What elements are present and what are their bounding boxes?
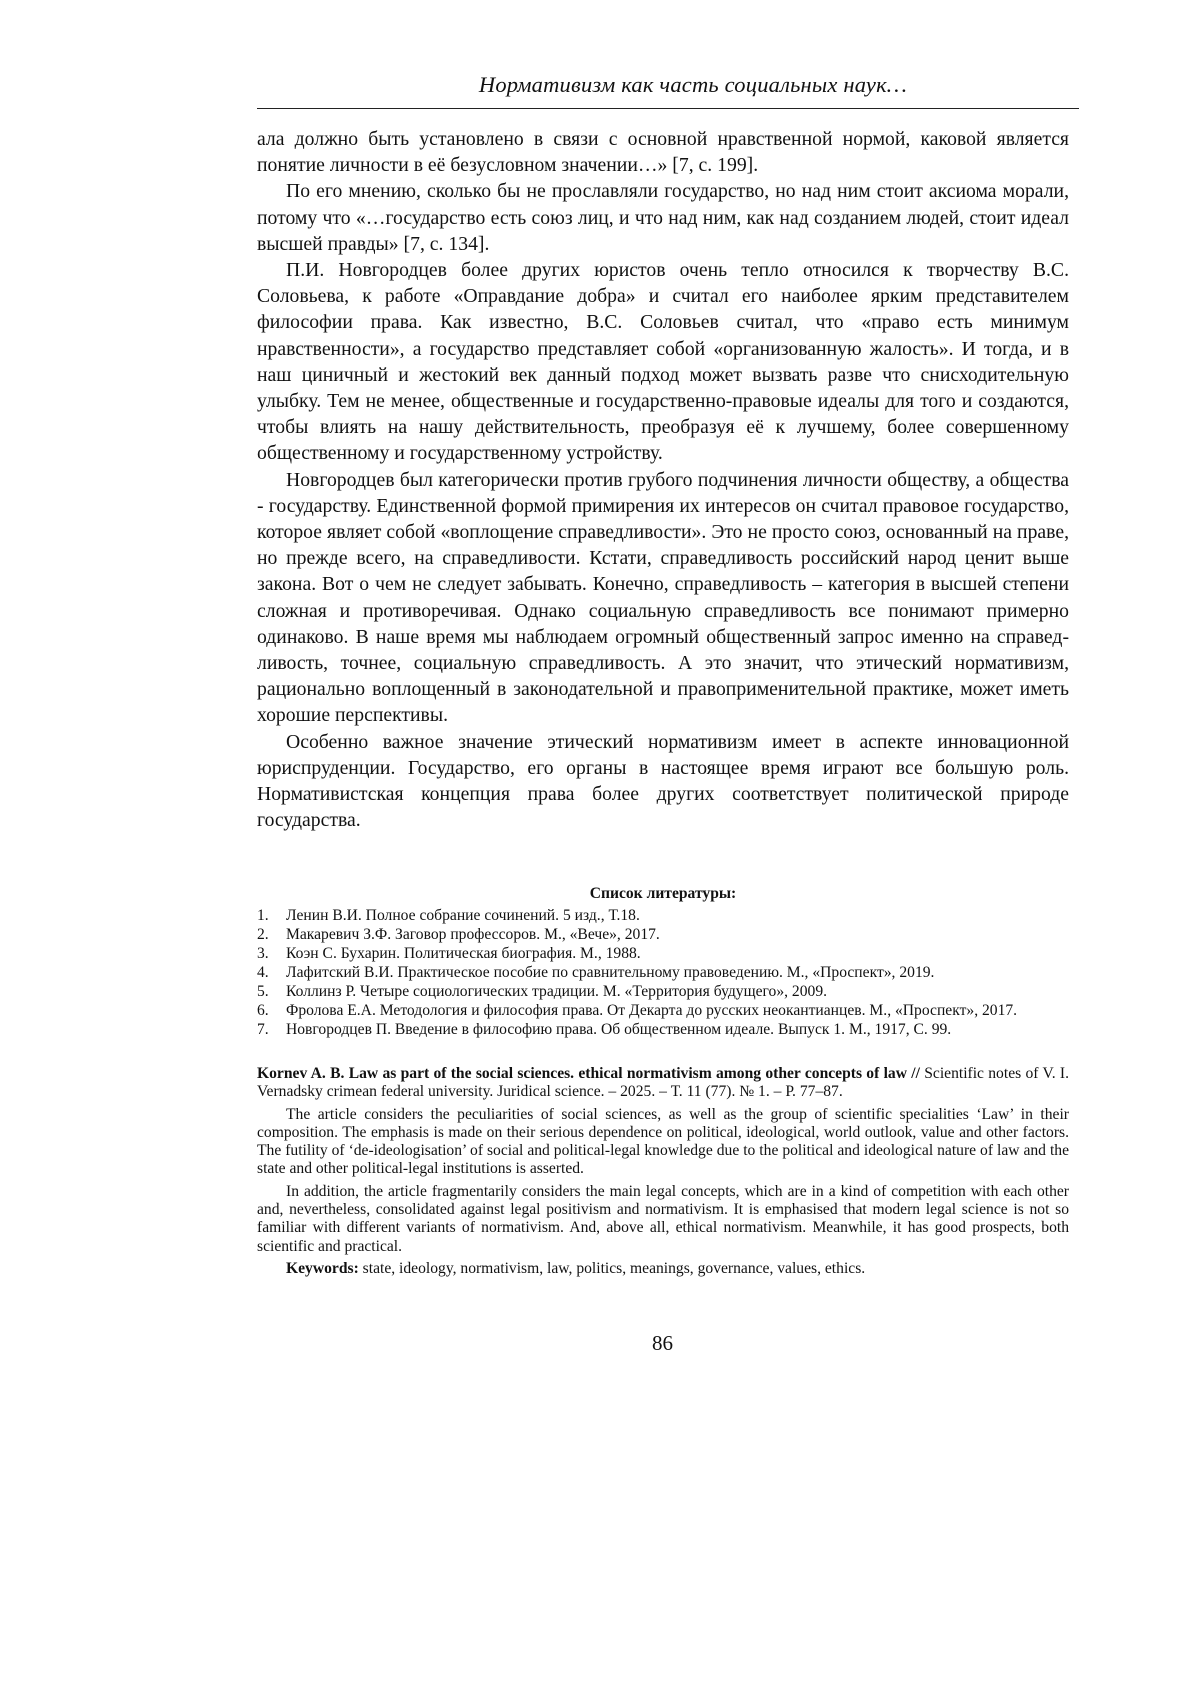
bibliography-item xyxy=(257,963,1069,982)
body-paragraph: ала должно быть установлено в связи с основной нравственной нормой, каковой является понятие личности в её безусловном значении…» [7, с. 199]. xyxy=(257,128,1069,177)
keywords-label: Keywords: xyxy=(286,1259,359,1277)
bibliography-item-text: Коллинз Р. Четыре социологических традиции. М. «Территория будущего», 2009. xyxy=(286,983,828,1000)
abstract-reference-title: Kornev A. B. Law as part of the social sciences. ethical normativism among other concepts of law // xyxy=(257,1065,920,1082)
bibliography-item-text: Макаревич З.Ф. Заговор профессоров. М., «Вече», 2017. xyxy=(286,926,660,943)
bibliography-item-text: Лафитский В.И. Практическое пособие по сравнительному правоведению. М., «Проспект», 2019. xyxy=(286,964,935,981)
bibliography-item-text: Новгородцев П. Введение в философию права. Об общественном идеале. Выпуск 1. М., 1917, С. 99. xyxy=(286,1021,952,1038)
body-paragraph: Особенно важное значение этический нормативизм имеет в аспекте инновационной юриспруденции. Государство, его органы в настоящее время играют все большую роль. Нормативистская концепция права более других соответствует политической природе государства. xyxy=(257,730,1069,832)
body-paragraph: П.И. Новгородцев более других юристов очень тепло относился к творчеству В.С. Соловьева, к работе «Оправдание добра» и считал его наиболее ярким представителем философии права. Как известно, В.С. Соловьев считал, что «право есть минимум нравственности», а государство представляет собой «организованную жалость». И тогда, и в наш циничный и жестокий век данный подход может вызвать разве что снисходительную улыбку. Тем не менее, общественные и государственно-правовые идеалы для того и создаются, чтобы влиять на нашу действительность, преобразуя её к лучшему, более совершенному общественному и государственному устройству. xyxy=(257,259,1069,465)
bibliography-item-text: Коэн С. Бухарин. Политическая биография. М., 1988. xyxy=(286,945,641,962)
bibliography-item-number: 3. xyxy=(257,945,269,962)
abstract-keywords xyxy=(257,1260,1069,1278)
running-header-title: Нормативизм как часть социальных наук… xyxy=(478,72,907,97)
bibliography-item-number: 5. xyxy=(257,983,269,1000)
english-abstract xyxy=(257,1065,1069,1278)
bibliography-item xyxy=(257,1001,1069,1020)
abstract-reference-source: Scientific notes of V. I. Vernadsky crimean federal university. Juridical science. – 2025. – Т. 11 (77). № 1. – Р. 77–87. xyxy=(257,1065,1069,1101)
abstract-reference xyxy=(257,1065,1069,1102)
body-paragraph: По его мнению, сколько бы не прославляли государство, но над ним стоит аксиома морали, потому что «…государство есть союз лиц, и что над ним, как над созданием людей, стоит идеал высшей правды» [7, с. 134]. xyxy=(257,180,1069,255)
bibliography-item xyxy=(257,982,1069,1001)
bibliography xyxy=(257,884,1069,1039)
bibliography-list xyxy=(257,906,1069,1039)
bibliography-item xyxy=(257,906,1069,925)
article-body xyxy=(257,126,1069,833)
page-number: 86 xyxy=(652,1331,673,1355)
bibliography-item-number: 1. xyxy=(257,907,269,924)
bibliography-title: Список литературы: xyxy=(589,885,737,902)
bibliography-item-text: Ленин В.И. Полное собрание сочинений. 5 изд., Т.18. xyxy=(286,907,640,924)
bibliography-item-number: 6. xyxy=(257,1002,269,1019)
bibliography-item-number: 7. xyxy=(257,1021,269,1038)
bibliography-item-number: 2. xyxy=(257,926,269,943)
bibliography-item xyxy=(257,1020,1069,1039)
bibliography-item-text: Фролова Е.А. Методология и философия права. От Декарта до русских неокантианцев. М., «Проспект», 2017. xyxy=(286,1002,1018,1019)
bibliography-item-number: 4. xyxy=(257,964,269,981)
abstract-paragraph: The article considers the peculiarities of social sciences, as well as the group of scientific specialities ‘Law’ in their composition. The emphasis is made on their serious dependence on political, ideological, world outlook, value and other factors. The futility of ‘de-ideologisation’ of social and political-legal knowledge due to the political and ideological nature of law and the state and other political-legal institutions is asserted. xyxy=(257,1105,1069,1178)
body-paragraph: Новгородцев был категорически против грубого подчинения личности обществу, а общества - государству. Единственной формой примирения их интересов он считал правовое государство, которое являет собой «воплощение справедливости». Это не просто союз, основанный на праве, но прежде всего, на справедливости. Кстати, справедливость российский народ ценит выше закона. Вот о чем не следует забывать. Конечно, справедливость – категория в высшей степени сложная и противоречивая. Однако социальную справедливость все понимают примерно одинаково. В наше время мы наблюдаем огромный общественный запрос именно на справедливость, точнее, социальную справедливость. А это значит, что этический нормативизм, рационально воплощенный в законодательной и правоприменительной практике, может иметь хорошие перспективы. xyxy=(257,468,1069,727)
keywords-list: state, ideology, normativism, law, politics, meanings, governance, values, ethics. xyxy=(362,1259,866,1277)
running-header xyxy=(257,68,1079,109)
bibliography-item xyxy=(257,925,1069,944)
bibliography-item xyxy=(257,944,1069,963)
abstract-paragraph: In addition, the article fragmentarily considers the main legal concepts, which are in a kind of competition with each other and, nevertheless, consolidated against legal positivism and normativism. It is emphasised that modern legal science is not so familiar with different variants of normativism. And, above all, ethical normativism. Meanwhile, it has good prospects, both scientific and practical. xyxy=(257,1182,1069,1255)
